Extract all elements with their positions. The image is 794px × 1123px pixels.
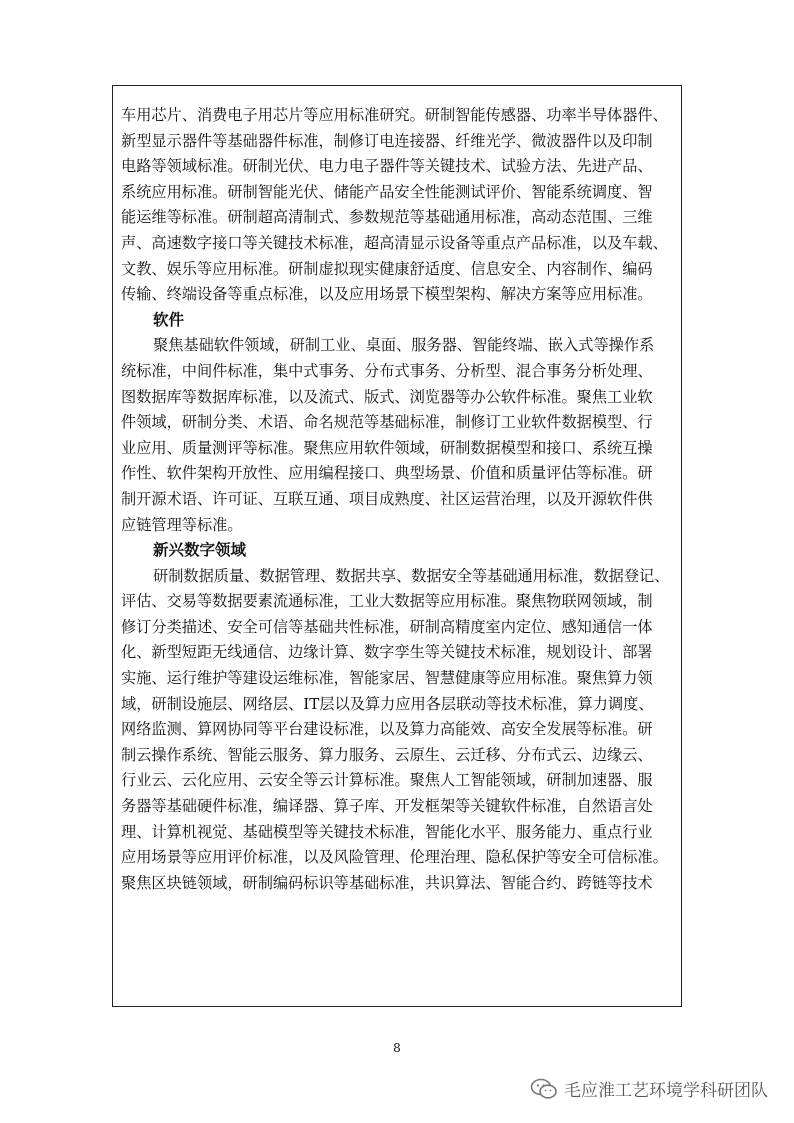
text-line: 制开源术语、许可证、互联互通、项目成熟度、社区运营治理，以及开源软件供 [121, 489, 653, 508]
text-line: 务器等基础硬件标准，编译器、算子库、开发框架等关键软件标准，自然语言处 [121, 797, 653, 816]
text-line: 系统应用标准。研制智能光伏、储能产品安全性能测试评价、智能系统调度、智 [121, 182, 653, 201]
text-line: 新型显示器件等基础器件标准，制修订电连接器、纤维光学、微波器件以及印制 [121, 131, 653, 150]
text-line: 件领域，研制分类、术语、命名规范等基础标准，制修订工业软件数据模型、行 [121, 413, 653, 432]
text-line: 能运维等标准。研制超高清制式、参数规范等基础通用标准，高动态范围、三维 [121, 208, 653, 227]
section-heading-software: 软件 [153, 310, 185, 329]
text-line: 图数据库等数据库标准，以及流式、版式、浏览器等办公软件标准。聚焦工业软 [121, 387, 653, 406]
content-frame [112, 85, 682, 1007]
text-line: 传输、终端设备等重点标准，以及应用场景下模型架构、解决方案等应用标准。 [121, 285, 653, 304]
text-line: 聚焦基础软件领域，研制工业、桌面、服务器、智能终端、嵌入式等操作系 [153, 336, 655, 355]
text-line: 作性、软件架构开放性、应用编程接口、典型场景、价值和质量评估等标准。研 [121, 464, 653, 483]
text-line: 聚焦区块链领域，研制编码标识等基础标准，共识算法、智能合约、跨链等技术 [121, 873, 653, 892]
document-body [121, 103, 674, 896]
text-line: 车用芯片、消费电子用芯片等应用标准研究。研制智能传感器、功率半导体器件、 [121, 106, 668, 124]
text-line: 文教、娱乐等应用标准。研制虚拟现实健康舒适度、信息安全、内容制作、编码 [121, 259, 653, 278]
text-line: 声、高速数字接口等关键技术标准，超高清显示设备等重点产品标准，以及车载、 [121, 233, 668, 252]
page-number: 8 [393, 1041, 401, 1055]
section-heading-emerging-digital: 新兴数字领域 [153, 541, 247, 560]
text-line: 实施、运行维护等建设运维标准，智能家居、智慧健康等应用标准。聚焦算力领 [121, 669, 653, 688]
text-line: 应链管理等标准。 [121, 515, 243, 534]
text-line: 电路等领域标准。研制光伏、电力电子器件等关键技术、试验方法、先进产品、 [121, 157, 653, 176]
text-line: 研制数据质量、数据管理、数据共享、数据安全等基础通用标准，数据登记、 [153, 566, 670, 585]
text-line: 业应用、质量测评等标准。聚焦应用软件领域，研制数据模型和接口、系统互操 [121, 438, 653, 457]
text-line: 统标准，中间件标准，集中式事务、分布式事务、分析型、混合事务分析处理、 [121, 361, 653, 380]
watermark-text: 毛应淮工艺环境学科研团队 [564, 1081, 768, 1101]
text-line: 应用场景等应用评价标准，以及风险管理、伦理治理、隐私保护等安全可信标准。 [121, 848, 668, 867]
text-line: 化、新型短距无线通信、边缘计算、数字孪生等关键技术标准，规划设计、部署 [121, 643, 653, 662]
wechat-watermark [530, 1076, 768, 1101]
text-line: 域，研制设施层、网络层、IT层以及算力应用各层联动等技术标准，算力调度、 [121, 694, 654, 713]
text-line: 理、计算机视觉、基础模型等关键技术标准，智能化水平、服务能力、重点行业 [121, 822, 653, 841]
text-line: 制云操作系统、智能云服务、算力服务、云原生、云迁移、分布式云、边缘云、 [121, 745, 653, 764]
text-line: 网络监测、算网协同等平台建设标准，以及算力高能效、高安全发展等标准。研 [121, 720, 653, 739]
text-line: 修订分类描述、安全可信等基础共性标准，研制高精度室内定位、感知通信一体 [121, 617, 653, 636]
wechat-icon [530, 1078, 558, 1100]
text-line: 评估、交易等数据要素流通标准，工业大数据等应用标准。聚焦物联网领域，制 [121, 592, 653, 611]
text-line: 行业云、云化应用、云安全等云计算标准。聚焦人工智能领域，研制加速器、服 [121, 771, 653, 790]
